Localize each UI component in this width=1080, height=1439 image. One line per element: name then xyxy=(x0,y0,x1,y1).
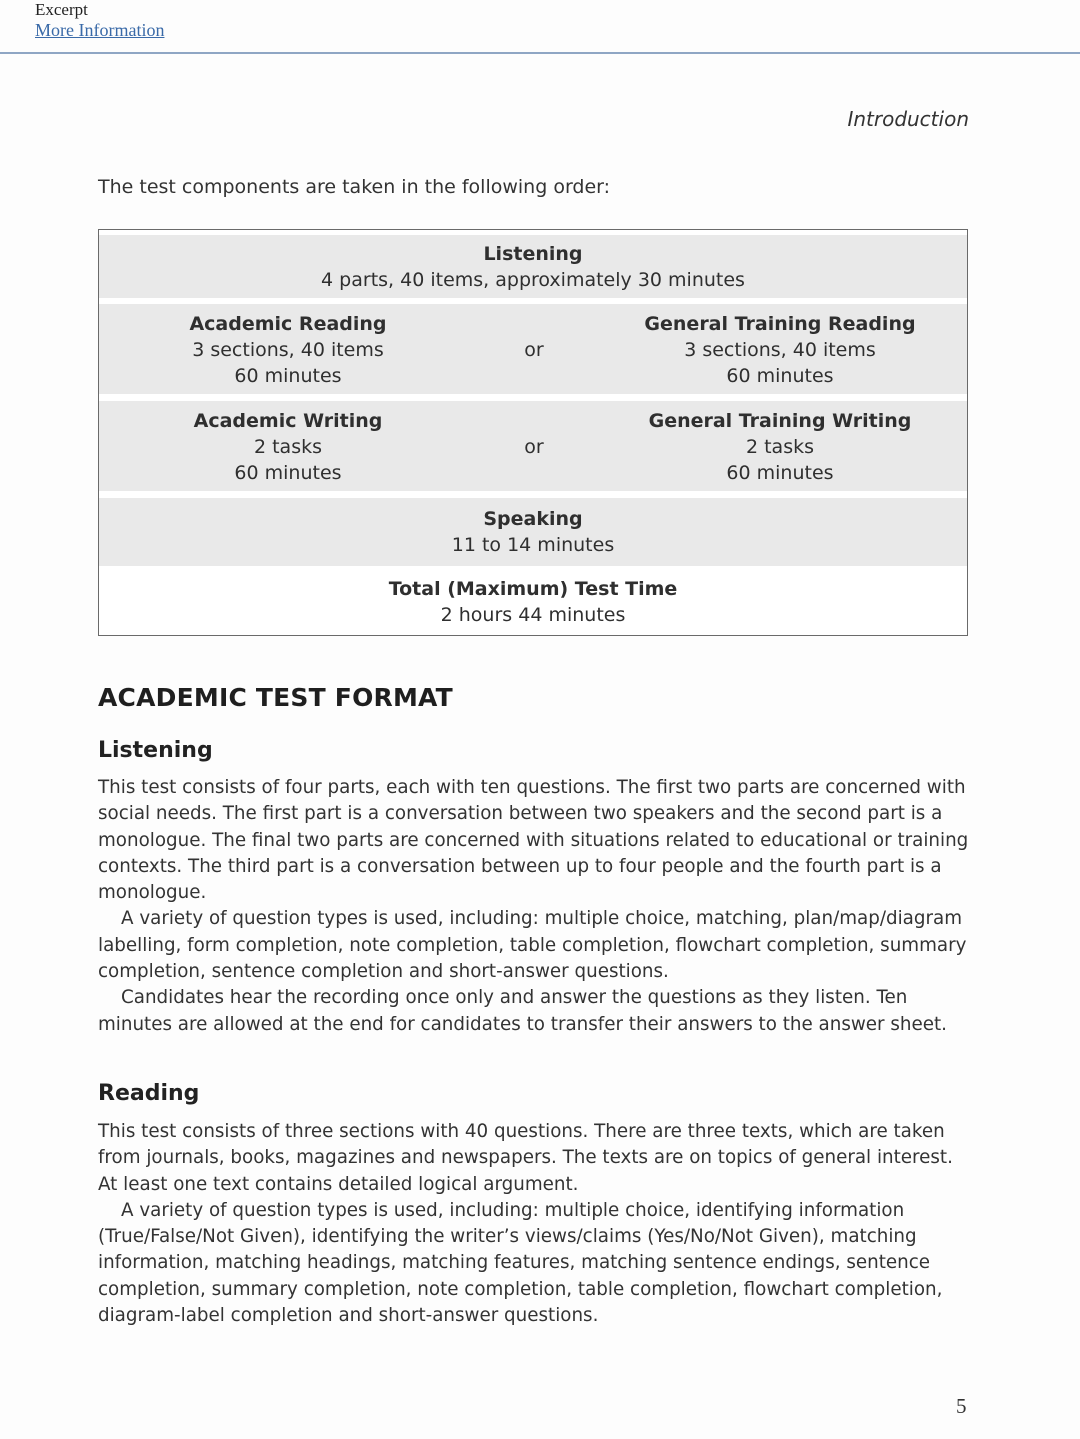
total-title: Total (Maximum) Test Time xyxy=(388,578,678,600)
speaking-title: Speaking xyxy=(483,508,583,530)
listening-paragraph-1: This test consists of four parts, each with ten questions. The first two parts are concerned with social needs. The first part is a conversation between two speakers and the second part is a monologue. The final two parts are concerned with situations related to educational or training contexts. The third part is a conversation between up to four people and the fourth part is a monologue. xyxy=(98,777,969,904)
writing-or: or xyxy=(524,436,544,458)
reading-paragraph-1: This test consists of three sections with 40 questions. There are three texts, which are taken from journals, books, magazines and newspapers. The texts are on topics of general interest. At least one text contains detailed logical argument. xyxy=(98,1121,953,1195)
academic-writing-tasks: 2 tasks xyxy=(253,436,323,458)
academic-writing-time: 60 minutes xyxy=(234,462,342,484)
listening-section-text xyxy=(98,775,973,1038)
intro-line: The test components are taken in the following order: xyxy=(98,176,611,198)
listening-title: Listening xyxy=(483,243,583,265)
academic-reading-time: 60 minutes xyxy=(234,365,342,387)
test-order-table xyxy=(98,229,968,636)
speaking-detail: 11 to 14 minutes xyxy=(451,534,615,556)
reading-or: or xyxy=(524,339,544,361)
excerpt-label: Excerpt xyxy=(35,0,88,19)
reading-paragraph-2: A variety of question types is used, including: multiple choice, identifying information (True/False/Not Given), identifying the writer’s views/claims (Yes/No/Not Given), matching information, matching headings, matching features, matching sentence endings, sentence completion, summary completion, note completion, table completion, flowchart completion, diagram-label completion and short-answer questions. xyxy=(98,1199,943,1327)
general-writing-title: General Training Writing xyxy=(648,410,912,432)
total-detail: 2 hours 44 minutes xyxy=(440,604,626,626)
writing-row xyxy=(99,401,967,491)
reading-heading: Reading xyxy=(98,1081,200,1106)
academic-writing-cell xyxy=(99,408,477,486)
general-reading-time: 60 minutes xyxy=(726,365,834,387)
academic-reading-items: 3 sections, 40 items xyxy=(192,339,384,361)
general-writing-tasks: 2 tasks xyxy=(745,436,815,458)
listening-paragraph-2: A variety of question types is used, including: multiple choice, matching, plan/map/diagram labelling, form completion, note completion, table completion, flowchart completion, summary completion, sentence completion and short-answer questions. xyxy=(98,908,967,983)
reading-section-text xyxy=(98,1119,973,1329)
academic-writing-title: Academic Writing xyxy=(193,410,383,432)
academic-reading-title: Academic Reading xyxy=(189,313,387,335)
reading-row xyxy=(99,304,967,394)
general-reading-cell xyxy=(591,311,969,389)
academic-format-heading: ACADEMIC TEST FORMAT xyxy=(98,683,453,712)
general-writing-time: 60 minutes xyxy=(726,462,834,484)
listening-detail: 4 parts, 40 items, approximately 30 minutes xyxy=(321,269,745,291)
general-reading-items: 3 sections, 40 items xyxy=(684,339,876,361)
academic-reading-cell xyxy=(99,311,477,389)
speaking-row xyxy=(99,498,967,566)
listening-heading: Listening xyxy=(98,738,213,763)
page-number: 5 xyxy=(956,1394,967,1418)
total-row xyxy=(99,566,967,634)
general-writing-cell xyxy=(591,408,969,486)
more-information-link[interactable]: More Information xyxy=(35,20,165,40)
running-head: Introduction xyxy=(847,107,969,131)
listening-row xyxy=(99,235,967,298)
listening-paragraph-3: Candidates hear the recording once only and answer the questions as they listen. Ten minutes are allowed at the end for candidates to transfer their answers to the answer sheet. xyxy=(98,987,947,1035)
general-reading-title: General Training Reading xyxy=(644,313,916,335)
